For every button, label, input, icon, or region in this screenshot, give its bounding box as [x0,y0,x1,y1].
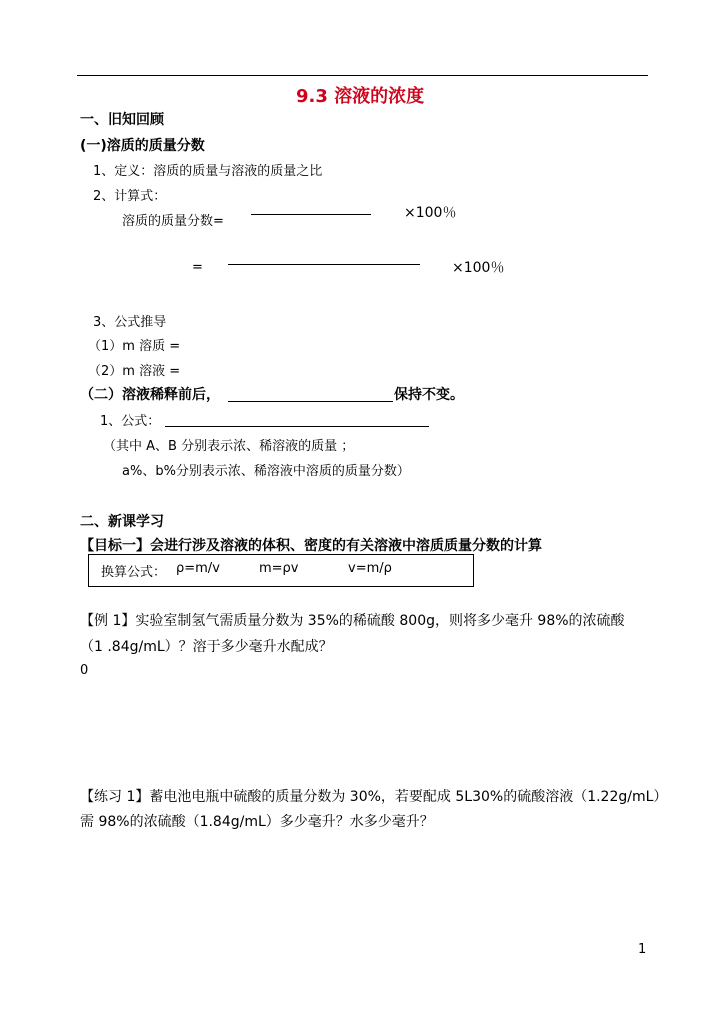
dilution-heading-end: 保持不变。 [394,387,464,403]
fraction-bar-1 [251,214,371,215]
fraction-bar-2 [228,264,420,265]
equals-sign: = [192,260,203,275]
derivation-solute-mass: （1）m 溶质 = [88,339,181,354]
section-heading-new-learning: 二、新课学习 [80,514,164,530]
formula-label: 2、计算式： [93,189,167,204]
conversion-label: 换算公式： [101,565,167,580]
dilution-formula-blank [165,426,429,427]
stray-zero: 0 [80,663,89,678]
document-title: 9.3 溶液的浓度 [296,86,425,107]
subsection-heading-mass-fraction: (一)溶质的质量分数 [80,138,205,154]
times-100-percent-2: ×100％ [452,260,505,276]
dilution-blank-line [228,401,393,402]
derivation-solution-mass: （2）m 溶液 = [88,364,181,379]
example-1-line-2: （1 .84g/mL）？溶于多少毫升水配成？ [80,639,333,655]
mass-formula: m=ρv [259,561,299,576]
exercise-1-line-1: 【练习 1】蓄电池电瓶中硫酸的质量分数为 30%，若要配成 5L30%的硫酸溶液（1.22g/mL） [80,789,668,805]
page-number: 1 [638,942,647,957]
formula-prefix: 溶质的质量分数= [122,214,224,229]
definition-text: 1、定义：溶质的质量与溶液的质量之比 [93,164,323,179]
example-1-line-1: 【例 1】实验室制氢气需质量分数为 35%的稀硫酸 800g，则将多少毫升 98%的浓硫酸 [80,613,625,629]
section-heading-review: 一、旧知回顾 [80,112,164,128]
volume-formula: v=m/ρ [348,561,392,576]
dilution-note-2: a%、b%分别表示浓、稀溶液中溶质的质量分数） [122,464,410,479]
derivation-label: 3、公式推导 [93,315,167,330]
dilution-formula-label: 1、公式： [100,414,161,429]
times-100-percent-1: ×100％ [404,205,457,221]
dilution-note-1: （其中 A、B 分别表示浓、稀溶液的质量 ； [103,439,355,454]
header-rule [77,75,648,76]
goal-one-text: 【目标一】会进行涉及溶液的体积、密度的有关溶液中溶质质量分数的计算 [80,538,542,554]
density-formula: ρ=m/v [176,561,220,576]
exercise-1-line-2: 需 98%的浓硫酸（1.84g/mL）多少毫升？水多少毫升？ [80,814,434,830]
dilution-heading-start: （二）溶液稀释前后， [80,387,220,403]
